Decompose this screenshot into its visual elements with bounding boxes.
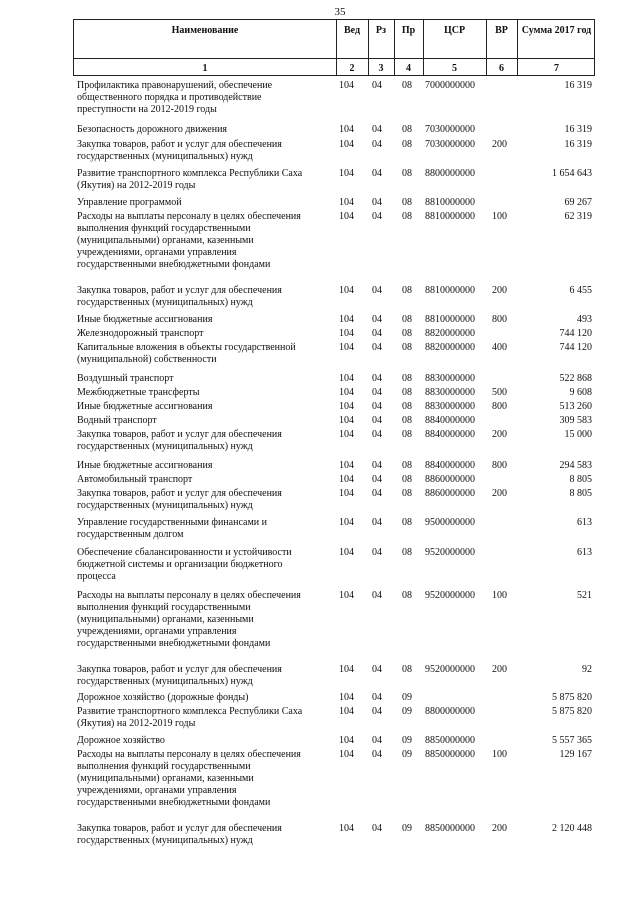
cell-rz: 04: [372, 692, 382, 703]
cell-rz: 04: [372, 488, 382, 499]
cell-rz: 04: [372, 328, 382, 339]
cell-sum: 16 319: [564, 80, 592, 91]
cell-sum: 744 120: [559, 328, 592, 339]
cell-ved: 104: [339, 664, 354, 675]
cell-rz: 04: [372, 823, 382, 834]
cell-pr: 09: [402, 749, 412, 760]
cell-sum: 513 260: [559, 401, 592, 412]
header-name: Наименование: [171, 25, 239, 36]
cell-sum: 129 167: [559, 749, 592, 760]
cell-ved: 104: [339, 590, 354, 601]
cell-name: Водный транспорт: [77, 415, 157, 426]
cell-pr: 08: [402, 285, 412, 296]
cell-pr: 08: [402, 197, 412, 208]
cell-pr: 08: [402, 415, 412, 426]
cell-vr: 200: [492, 139, 507, 150]
cell-sum: 309 583: [559, 415, 592, 426]
cell-pr: 08: [402, 460, 412, 471]
col-number: 2: [349, 63, 355, 74]
cell-name: Расходы на выплаты персоналу в целях обеспечения выполнения функций государственными (муниципальными) органами, казенными учреждениями, органами управления государственными внебюджетными фондами: [77, 749, 301, 808]
cell-csr: 8820000000: [425, 328, 475, 339]
cell-sum: 16 319: [564, 124, 592, 135]
cell-ved: 104: [339, 197, 354, 208]
cell-rz: 04: [372, 342, 382, 353]
cell-pr: 08: [402, 474, 412, 485]
cell-rz: 04: [372, 211, 382, 222]
cell-name: Автомобильный транспорт: [77, 474, 193, 485]
cell-vr: 400: [492, 342, 507, 353]
cell-rz: 04: [372, 706, 382, 717]
cell-name: Закупка товаров, работ и услуг для обеспечения государственных (муниципальных) нужд: [77, 139, 282, 162]
table-header: [73, 19, 595, 76]
cell-csr: 9520000000: [425, 590, 475, 601]
cell-ved: 104: [339, 314, 354, 325]
cell-csr: 8840000000: [425, 415, 475, 426]
cell-sum: 744 120: [559, 342, 592, 353]
cell-csr: 9520000000: [425, 547, 475, 558]
cell-sum: 69 267: [564, 197, 592, 208]
cell-ved: 104: [339, 401, 354, 412]
cell-rz: 04: [372, 474, 382, 485]
cell-csr: 8810000000: [425, 197, 475, 208]
cell-csr: 9500000000: [425, 517, 475, 528]
cell-ved: 104: [339, 488, 354, 499]
cell-rz: 04: [372, 517, 382, 528]
cell-ved: 104: [339, 474, 354, 485]
cell-vr: 500: [492, 387, 507, 398]
header-vr: ВР: [495, 25, 508, 36]
cell-name: Управление государственными финансами и государственным долгом: [77, 517, 267, 540]
cell-vr: 800: [492, 460, 507, 471]
cell-csr: 8840000000: [425, 429, 475, 440]
cell-ved: 104: [339, 328, 354, 339]
cell-ved: 104: [339, 373, 354, 384]
cell-vr: 100: [492, 590, 507, 601]
cell-csr: 8800000000: [425, 168, 475, 179]
cell-csr: 8860000000: [425, 488, 475, 499]
cell-rz: 04: [372, 285, 382, 296]
cell-name: Иные бюджетные ассигнования: [77, 314, 213, 325]
cell-sum: 5 875 820: [552, 706, 592, 717]
cell-pr: 08: [402, 80, 412, 91]
cell-csr: 8860000000: [425, 474, 475, 485]
cell-rz: 04: [372, 373, 382, 384]
cell-rz: 04: [372, 664, 382, 675]
cell-name: Расходы на выплаты персоналу в целях обеспечения выполнения функций государственными (муниципальными) органами, казенными учреждениями, органами управления государственными внебюджетными фондами: [77, 590, 301, 649]
cell-pr: 08: [402, 664, 412, 675]
cell-ved: 104: [339, 342, 354, 353]
cell-csr: 8810000000: [425, 285, 475, 296]
cell-pr: 08: [402, 590, 412, 601]
cell-name: Иные бюджетные ассигнования: [77, 460, 213, 471]
col-number: 3: [378, 63, 384, 74]
cell-ved: 104: [339, 387, 354, 398]
header-csr: ЦСР: [443, 25, 466, 36]
cell-csr: 8850000000: [425, 823, 475, 834]
cell-sum: 92: [582, 664, 592, 675]
cell-rz: 04: [372, 401, 382, 412]
cell-ved: 104: [339, 285, 354, 296]
cell-ved: 104: [339, 460, 354, 471]
cell-pr: 08: [402, 314, 412, 325]
cell-name: Развитие транспортного комплекса Республики Саха (Якутия) на 2012-2019 годы: [77, 168, 303, 191]
cell-sum: 493: [577, 314, 592, 325]
cell-name: Управление программой: [77, 197, 182, 208]
cell-name: Дорожное хозяйство: [77, 735, 165, 746]
cell-ved: 104: [339, 692, 354, 703]
cell-name: Закупка товаров, работ и услуг для обеспечения государственных (муниципальных) нужд: [77, 285, 282, 308]
cell-csr: 7030000000: [425, 124, 475, 135]
cell-sum: 6 455: [569, 285, 592, 296]
cell-ved: 104: [339, 517, 354, 528]
header-sum: Сумма 2017 год: [521, 25, 592, 36]
header-pr: Пр: [401, 25, 416, 36]
cell-rz: 04: [372, 547, 382, 558]
cell-name: Закупка товаров, работ и услуг для обеспечения государственных (муниципальных) нужд: [77, 664, 282, 687]
cell-csr: 8840000000: [425, 460, 475, 471]
cell-vr: 800: [492, 314, 507, 325]
cell-sum: 5 557 365: [552, 735, 592, 746]
cell-sum: 294 583: [559, 460, 592, 471]
cell-ved: 104: [339, 80, 354, 91]
cell-pr: 08: [402, 328, 412, 339]
cell-csr: 7000000000: [425, 80, 475, 91]
cell-ved: 104: [339, 168, 354, 179]
cell-pr: 08: [402, 139, 412, 150]
cell-name: Капитальные вложения в объекты государственной (муниципальной) собственности: [77, 342, 296, 365]
cell-vr: 200: [492, 488, 507, 499]
col-number: 5: [452, 63, 457, 74]
cell-name: Дорожное хозяйство (дорожные фонды): [77, 692, 249, 703]
cell-ved: 104: [339, 749, 354, 760]
cell-sum: 9 608: [569, 387, 592, 398]
cell-name: Развитие транспортного комплекса Республики Саха (Якутия) на 2012-2019 годы: [77, 706, 303, 729]
cell-rz: 04: [372, 80, 382, 91]
col-number: 4: [406, 63, 411, 74]
cell-sum: 521: [577, 590, 592, 601]
cell-sum: 613: [577, 547, 592, 558]
cell-rz: 04: [372, 314, 382, 325]
cell-vr: 200: [492, 823, 507, 834]
cell-ved: 104: [339, 547, 354, 558]
cell-pr: 08: [402, 373, 412, 384]
cell-rz: 04: [372, 197, 382, 208]
cell-sum: 2 120 448: [552, 823, 592, 834]
cell-ved: 104: [339, 429, 354, 440]
cell-name: Безопасность дорожного движения: [77, 124, 228, 135]
cell-csr: 9520000000: [425, 664, 475, 675]
cell-name: Профилактика правонарушений, обеспечение общественного порядка и противодействие преступности на 2012-2019 годы: [77, 80, 273, 115]
cell-rz: 04: [372, 735, 382, 746]
cell-sum: 1 654 643: [552, 168, 592, 179]
cell-name: Межбюджетные трансферты: [77, 387, 200, 398]
cell-vr: 200: [492, 664, 507, 675]
cell-sum: 15 000: [564, 429, 592, 440]
col-number: 7: [554, 63, 559, 74]
cell-pr: 08: [402, 124, 412, 135]
cell-rz: 04: [372, 429, 382, 440]
cell-sum: 5 875 820: [552, 692, 592, 703]
cell-vr: 200: [492, 429, 507, 440]
cell-pr: 08: [402, 387, 412, 398]
cell-name: Воздушный транспорт: [77, 373, 174, 384]
cell-pr: 08: [402, 168, 412, 179]
cell-csr: 8850000000: [425, 749, 475, 760]
cell-ved: 104: [339, 415, 354, 426]
cell-ved: 104: [339, 706, 354, 717]
cell-name: Железнодорожный транспорт: [77, 328, 204, 339]
cell-csr: 8830000000: [425, 373, 475, 384]
cell-name: Закупка товаров, работ и услуг для обеспечения государственных (муниципальных) нужд: [77, 823, 282, 846]
cell-name: Закупка товаров, работ и услуг для обеспечения государственных (муниципальных) нужд: [77, 429, 282, 452]
cell-rz: 04: [372, 749, 382, 760]
cell-sum: 522 868: [559, 373, 592, 384]
cell-pr: 08: [402, 547, 412, 558]
cell-pr: 08: [402, 517, 412, 528]
cell-csr: 8830000000: [425, 387, 475, 398]
cell-pr: 08: [402, 429, 412, 440]
cell-name: Закупка товаров, работ и услуг для обеспечения государственных (муниципальных) нужд: [77, 488, 282, 511]
cell-ved: 104: [339, 139, 354, 150]
cell-sum: 62 319: [564, 211, 592, 222]
page-number: 35: [334, 6, 346, 18]
cell-rz: 04: [372, 124, 382, 135]
cell-ved: 104: [339, 823, 354, 834]
cell-rz: 04: [372, 168, 382, 179]
col-number: 1: [202, 63, 208, 74]
header-divider: [74, 58, 594, 59]
cell-vr: 200: [492, 285, 507, 296]
cell-csr: 8800000000: [425, 706, 475, 717]
cell-pr: 08: [402, 488, 412, 499]
cell-pr: 08: [402, 401, 412, 412]
cell-sum: 8 805: [569, 474, 592, 485]
header-rz: Рз: [375, 25, 387, 36]
cell-name: Иные бюджетные ассигнования: [77, 401, 213, 412]
cell-csr: 8850000000: [425, 735, 475, 746]
cell-ved: 104: [339, 211, 354, 222]
cell-vr: 100: [492, 211, 507, 222]
cell-vr: 800: [492, 401, 507, 412]
cell-ved: 104: [339, 124, 354, 135]
cell-csr: 8830000000: [425, 401, 475, 412]
cell-pr: 09: [402, 692, 412, 703]
cell-sum: 8 805: [569, 488, 592, 499]
cell-csr: 8810000000: [425, 314, 475, 325]
cell-name: Расходы на выплаты персоналу в целях обеспечения выполнения функций государственными (муниципальными) органами, казенными учреждениями, органами управления государственными внебюджетными фондами: [77, 211, 301, 270]
cell-rz: 04: [372, 460, 382, 471]
cell-name: Обеспечение сбалансированности и устойчивости бюджетной системы и организации бюджетного процесса: [77, 547, 292, 582]
cell-pr: 09: [402, 823, 412, 834]
cell-rz: 04: [372, 590, 382, 601]
cell-sum: 16 319: [564, 139, 592, 150]
cell-csr: 7030000000: [425, 139, 475, 150]
cell-pr: 09: [402, 735, 412, 746]
cell-pr: 08: [402, 342, 412, 353]
cell-csr: 8820000000: [425, 342, 475, 353]
cell-ved: 104: [339, 735, 354, 746]
cell-pr: 09: [402, 706, 412, 717]
cell-rz: 04: [372, 415, 382, 426]
cell-pr: 08: [402, 211, 412, 222]
col-number: 6: [499, 63, 504, 74]
cell-rz: 04: [372, 139, 382, 150]
cell-csr: 8810000000: [425, 211, 475, 222]
cell-vr: 100: [492, 749, 507, 760]
cell-sum: 613: [577, 517, 592, 528]
cell-rz: 04: [372, 387, 382, 398]
header-ved: Вед: [343, 25, 361, 36]
